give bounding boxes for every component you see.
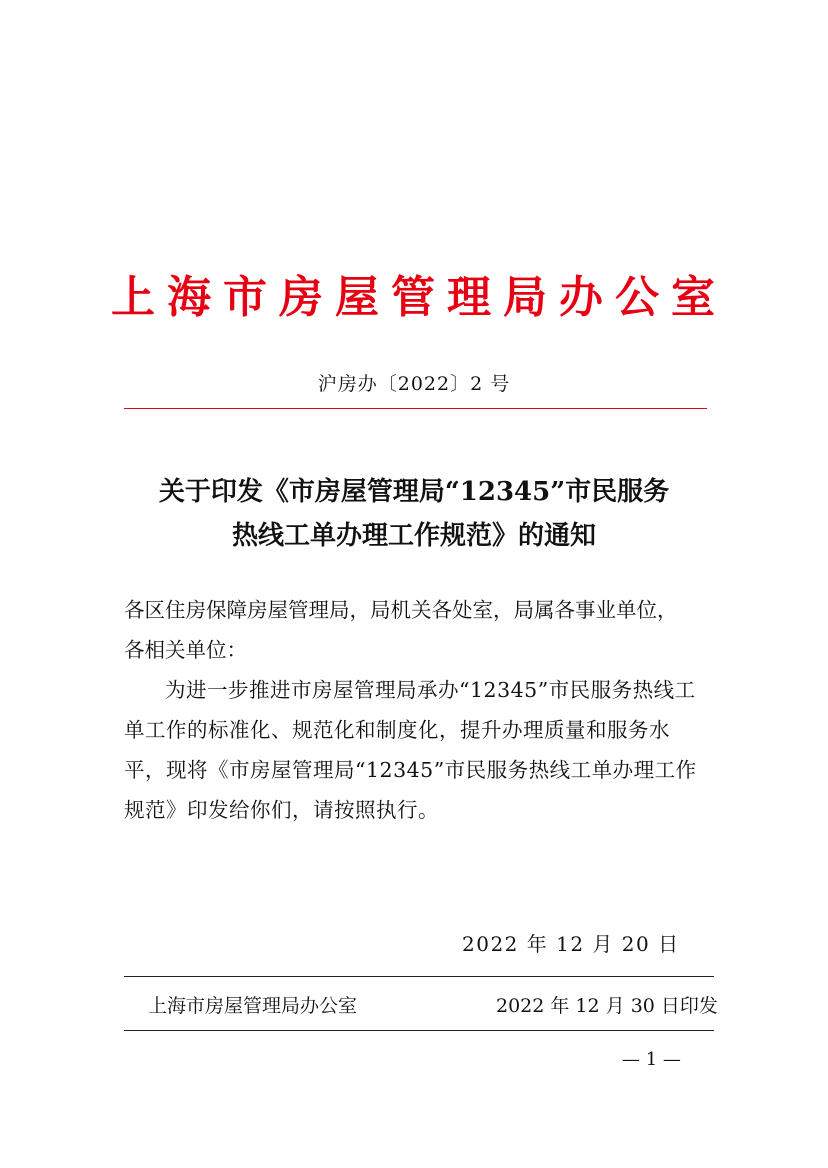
- footer-top-rule: [124, 976, 714, 977]
- footer-print-date: 2022 年 12 月 30 日印发: [496, 995, 718, 1017]
- title-line-2: 热线工单办理工作规范》的通知: [231, 521, 596, 551]
- document-number: 沪房办〔2022〕2 号: [317, 373, 511, 395]
- recipients-line-1: 各区住房保障房屋管理局，局机关各处室，局属各事业单位，: [124, 598, 678, 622]
- body-paragraph: 为进一步推进市房屋管理局承办“12345”市民服务热线工单工作的标准化、规范化和制度化，提升办理质量和服务水平，现将《市房屋管理局“12345”市民服务热线工单办理工作规范》印发给你们，请按照执行。: [124, 678, 697, 822]
- signature-date: 2022 年 12 月 20 日: [462, 932, 680, 956]
- issuer-name: 上海市房屋管理局办公室: [111, 272, 727, 323]
- page-number: — 1 —: [622, 1049, 681, 1070]
- red-header-rule: [124, 408, 707, 409]
- document-title: [0, 470, 828, 558]
- recipients-line-2: 各相关单位：: [124, 638, 247, 662]
- footer-bottom-rule: [124, 1030, 714, 1031]
- document-body: [124, 590, 708, 830]
- title-line-1: 关于印发《市房屋管理局“12345”市民服务: [158, 477, 670, 507]
- footer-office: 上海市房屋管理局办公室: [148, 995, 358, 1017]
